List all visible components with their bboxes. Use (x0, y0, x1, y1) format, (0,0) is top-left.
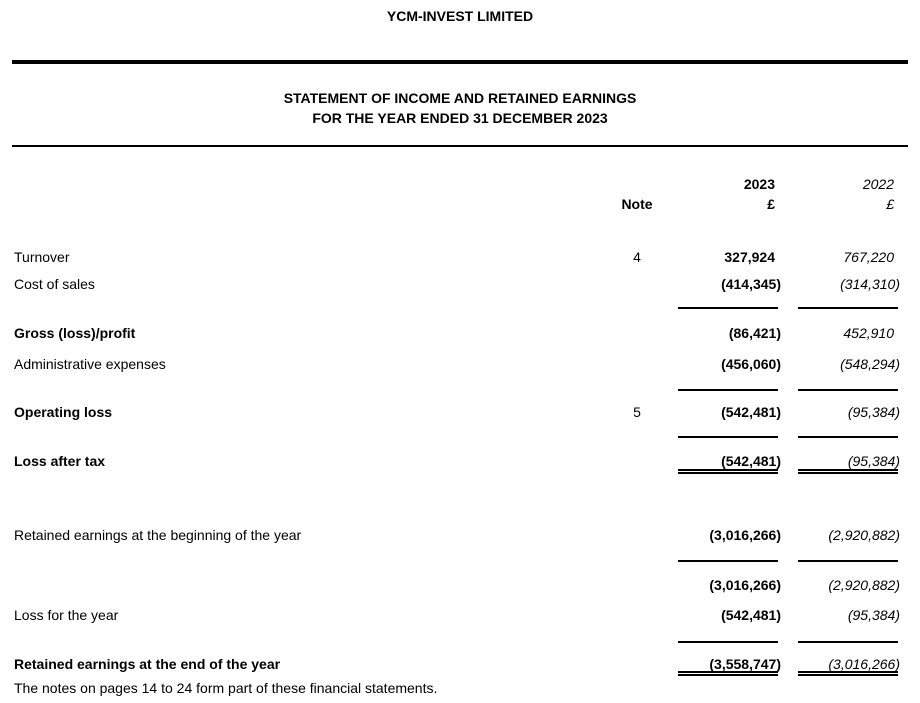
total-double-rule-row (0, 469, 920, 474)
column-underline-2023 (678, 436, 778, 438)
subtotal-rule-row (0, 560, 920, 562)
row-label: Loss for the year (14, 607, 119, 623)
statement-row (0, 326, 920, 340)
row-label: Loss after tax (14, 453, 106, 469)
row-label (14, 578, 612, 592)
subtotal-rule-row (0, 436, 920, 438)
row-note-ref (612, 608, 662, 622)
statement-row (0, 454, 920, 468)
row-value-2022: (3,016,266) (828, 656, 900, 672)
row-label: Retained earnings at the beginning of the year (14, 527, 302, 543)
row-value-2023: (86,421) (728, 325, 781, 341)
row-value-2023: (3,016,266) (709, 577, 781, 593)
subtotal-rule-row (0, 307, 920, 309)
currency-symbol-2023: £ (767, 196, 775, 212)
spacer-cell (14, 197, 612, 211)
row-note-ref (612, 454, 662, 468)
row-value-2022: (95,384) (847, 607, 900, 623)
column-underline-2022 (798, 671, 898, 676)
company-name: YCM-INVEST LIMITED (386, 8, 534, 24)
row-value-2022: (2,920,882) (828, 527, 900, 543)
statement-row (0, 608, 920, 622)
header-rule-thin (12, 145, 908, 147)
column-underline-2022 (798, 436, 898, 438)
column-underline-2023 (678, 469, 778, 474)
column-underline-2022 (798, 469, 898, 474)
row-value-2023: (456,060) (721, 356, 781, 372)
spacer-cell (14, 177, 612, 191)
row-label: Gross (loss)/profit (14, 325, 136, 341)
spacer-cell (612, 177, 662, 191)
row-value-2022: (314,310) (840, 276, 900, 292)
statement-row (0, 277, 920, 291)
column-underline-2022 (798, 641, 898, 643)
subtotal-rule-row (0, 389, 920, 391)
column-header-note: Note (621, 196, 653, 212)
row-value-2023: (542,481) (721, 404, 781, 420)
column-header-units-row (0, 197, 920, 211)
row-note-ref: 5 (633, 404, 641, 420)
statement-row (0, 528, 920, 542)
row-value-2022: (95,384) (847, 453, 900, 469)
column-header-2023: 2023 (743, 176, 775, 192)
row-value-2022: (548,294) (840, 356, 900, 372)
subtotal-rule-row (0, 641, 920, 643)
row-label: Operating loss (14, 404, 113, 420)
row-note-ref (612, 326, 662, 340)
row-label: Administrative expenses (14, 356, 166, 372)
row-value-2023: (3,558,747) (709, 656, 781, 672)
column-underline-2023 (678, 389, 778, 391)
row-note-ref (612, 657, 662, 671)
row-note-ref (612, 277, 662, 291)
column-underline-2022 (798, 307, 898, 309)
row-value-2023: 327,924 (724, 249, 775, 265)
row-value-2023: (414,345) (721, 276, 781, 292)
row-value-2022: (2,920,882) (828, 577, 900, 593)
column-underline-2022 (798, 560, 898, 562)
currency-symbol-2022: £ (886, 196, 894, 212)
total-double-rule-row (0, 671, 920, 676)
row-note-ref (612, 528, 662, 542)
column-header-years-row (0, 177, 920, 191)
statement-row (0, 357, 920, 371)
statement-table (0, 250, 920, 676)
header-rule-thick (12, 60, 908, 64)
row-label: Cost of sales (14, 276, 95, 292)
statement-row (0, 578, 920, 592)
row-value-2022: (95,384) (847, 404, 900, 420)
column-underline-2022 (798, 389, 898, 391)
row-value-2023: (3,016,266) (709, 527, 781, 543)
row-label: Turnover (14, 249, 70, 265)
statement-row (0, 405, 920, 419)
row-note-ref (612, 578, 662, 592)
statement-period: FOR THE YEAR ENDED 31 DECEMBER 2023 (312, 110, 608, 126)
row-value-2023: (542,481) (721, 607, 781, 623)
column-underline-2023 (678, 307, 778, 309)
column-header-2022: 2022 (862, 176, 894, 192)
row-note-ref (612, 357, 662, 371)
column-underline-2023 (678, 560, 778, 562)
column-underline-2023 (678, 671, 778, 676)
row-value-2023: (542,481) (721, 453, 781, 469)
notes-reference: The notes on pages 14 to 24 form part of these financial statements. (14, 680, 438, 696)
statement-row (0, 250, 920, 264)
row-value-2022: 452,910 (843, 325, 894, 341)
column-underline-2023 (678, 641, 778, 643)
row-label: Retained earnings at the end of the year (14, 656, 281, 672)
statement-title: STATEMENT OF INCOME AND RETAINED EARNINGS (283, 90, 637, 106)
statement-row (0, 657, 920, 671)
row-value-2022: 767,220 (843, 249, 894, 265)
row-note-ref: 4 (633, 249, 641, 265)
